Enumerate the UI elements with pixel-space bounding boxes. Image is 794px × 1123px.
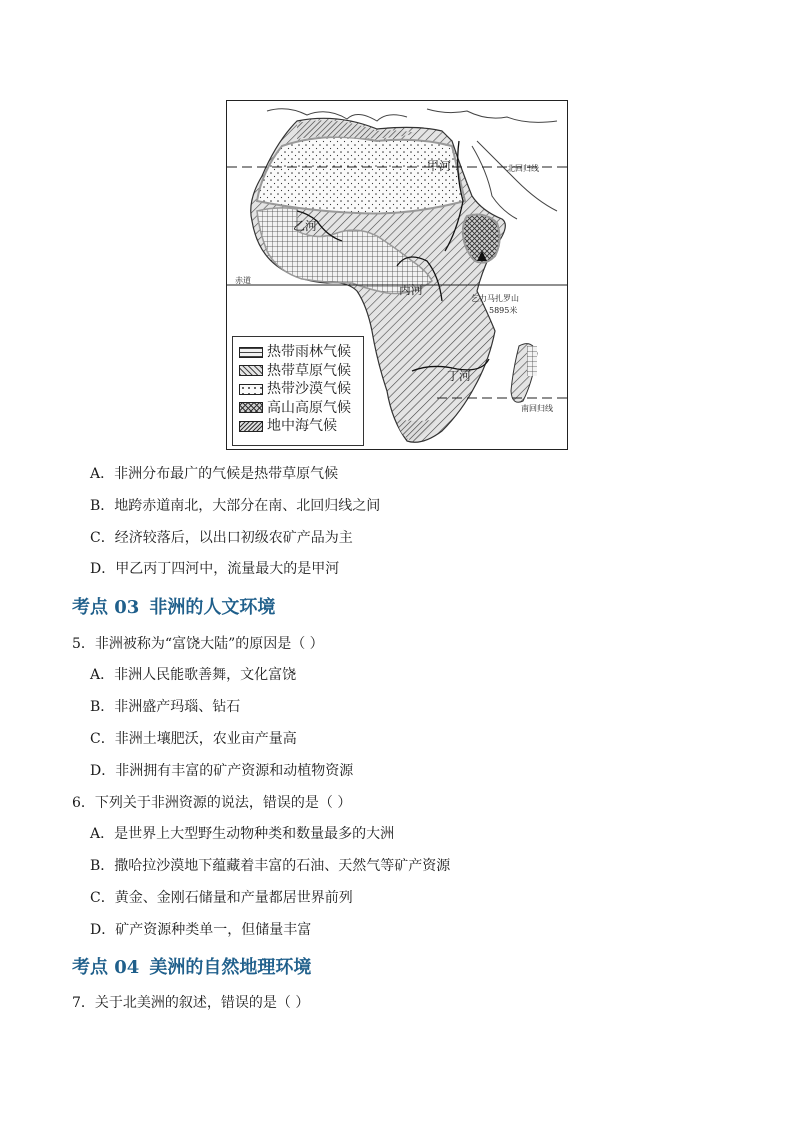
label-ding-river: 丁河 [447,369,472,383]
section-title: 非洲的人文环境 [149,597,276,618]
label-tropic-north: 北回归线 [507,164,539,173]
label-bing-river: 丙河 [399,283,424,297]
section-code: 考点 04 [72,957,140,978]
label-kilimanjaro-height: 5895米 [489,306,518,315]
swatch-hatch-icon [239,365,263,376]
label-equator: 赤道 [235,276,251,285]
q7-stem: 7．关于北美洲的叙述，错误的是（ ） [72,995,310,1011]
label-tropic-south: 南回归线 [521,404,553,413]
label-jia-river: 甲河 [427,159,452,173]
swatch-crosshatch-icon [239,402,263,413]
legend-item-mediterranean [239,417,363,436]
section-heading-4 [72,953,321,979]
legend-label: 热带草原气候 [267,362,351,379]
legend-item-savanna [239,362,363,381]
map-legend [232,336,364,446]
legend-item-desert [239,380,363,399]
q6-stem: 6．下列关于非洲资源的说法，错误的是（ ） [72,795,352,811]
label-kilimanjaro-name: 乞力马扎罗山 [471,294,519,303]
section-title: 美洲的自然地理环境 [149,957,312,978]
legend-label: 热带沙漠气候 [267,381,351,398]
q6-option-c: C．黄金、金刚石储量和产量都居世界前列 [90,890,353,906]
section-code: 考点 03 [72,597,140,618]
q6-option-d: D．矿产资源种类单一，但储量丰富 [90,922,312,938]
q5-option-d: D．非洲拥有丰富的矿产资源和动植物资源 [90,763,354,779]
section-heading-3 [72,593,285,619]
swatch-hatch-dense-icon [239,421,263,432]
q4-option-c: C．经济较落后，以出口初级农矿产品为主 [90,530,353,546]
q6-option-b: B．撒哈拉沙漠地下蕴藏着丰富的石油、天然气等矿产资源 [90,858,451,874]
swatch-dots-icon [239,384,263,395]
legend-item-highland [239,399,363,418]
legend-label: 热带雨林气候 [267,344,351,361]
legend-label: 地中海气候 [267,418,337,435]
q5-stem: 5．非洲被称为“富饶大陆”的原因是（ ） [72,636,324,652]
q4-option-a: A．非洲分布最广的气候是热带草原气候 [90,466,339,482]
legend-label: 高山高原气候 [267,399,351,416]
q4-option-d: D．甲乙丙丁四河中，流量最大的是甲河 [90,561,340,577]
legend-item-rainforest [239,343,363,362]
q5-option-b: B．非洲盛产玛瑙、钻石 [90,699,241,715]
africa-climate-map [226,100,568,450]
q5-option-a: A．非洲人民能歌善舞，文化富饶 [90,667,297,683]
q4-option-b: B．地跨赤道南北，大部分在南、北回归线之间 [90,498,381,514]
q6-option-a: A．是世界上大型野生动物种类和数量最多的大洲 [90,826,395,842]
swatch-grid-icon [239,347,263,358]
q5-option-c: C．非洲土壤肥沃，农业亩产量高 [90,731,297,747]
label-yi-river: 乙河 [293,219,318,233]
